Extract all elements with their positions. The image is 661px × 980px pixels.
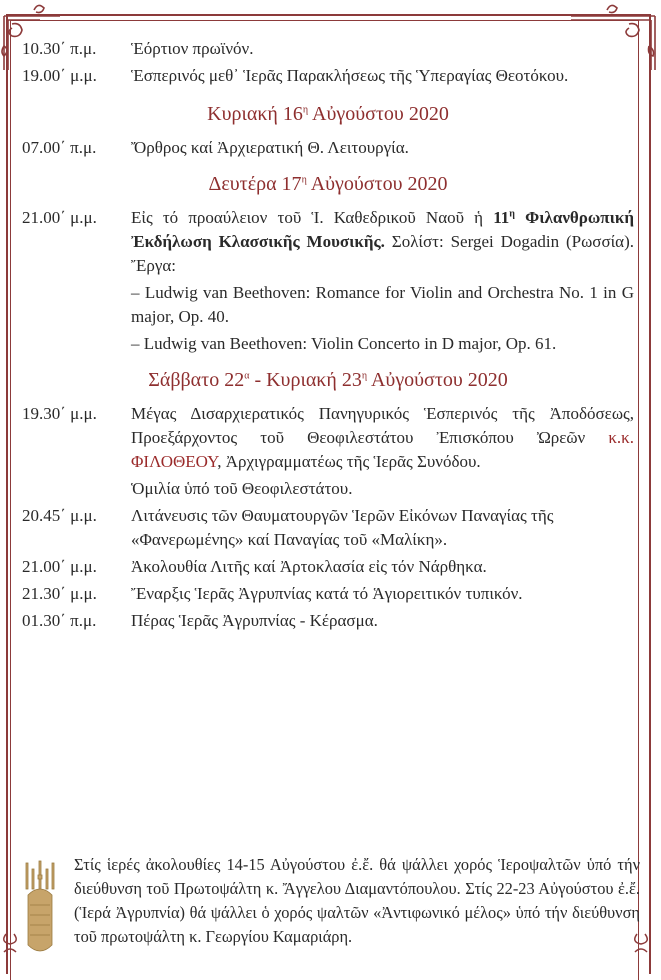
concert-soloist: Σολίστ: Sergei Dogadin (Ρωσσία). Ἔργα: bbox=[131, 232, 634, 275]
choir-note bbox=[22, 853, 640, 959]
day-heading-monday-17 bbox=[22, 171, 634, 197]
vespers-text-end: , Ἀρχιγραμματέως τῆς Ἱερᾶς Συνόδου. bbox=[217, 452, 481, 471]
item-text bbox=[131, 206, 634, 356]
work-item: – Ludwig van Beethoven: Romance for Violin and Orchestra No. 1 in G major, Op. 40. bbox=[131, 283, 634, 326]
heading-text: Δευτέρα 17 bbox=[208, 173, 302, 195]
heading-text: Κυριακή 16 bbox=[207, 103, 303, 125]
item-time: 01.30΄ π.μ. bbox=[22, 611, 97, 630]
choir-note-text: Στίς ἱερές ἀκολουθίες 14-15 Αὐγούστου ἐ.ἔ. θά ψάλλει χορός Ἱεροψαλτῶν ὑπό τήν διεύθυνση τοῦ Πρωτοψάλτη κ. Ἄγγελου Διαμαντόπουλου. Στίς 22-23 Αὐγούστου ἐ.ἔ. (Ἱερά Ἀγρυπνία) θά ψάλλει ὁ χορός ψαλτῶν «Ἀντιφωνικό μέλος» ὑπό τήν διεύθυνση τοῦ πρωτοψάλτη κ. Γεωργίου Καμαριάρη. bbox=[74, 855, 640, 946]
item-text: Ἑόρτιον πρωϊνόν. bbox=[131, 39, 254, 58]
heading-sup: η bbox=[361, 370, 368, 382]
schedule-item bbox=[22, 555, 634, 579]
heading-sup: α bbox=[244, 370, 250, 382]
item-time: 21.30΄ μ.μ. bbox=[22, 584, 97, 603]
schedule-item bbox=[22, 136, 634, 160]
heading-sup: η bbox=[301, 174, 307, 186]
heading-sup: η bbox=[302, 104, 309, 116]
schedule-item bbox=[22, 609, 634, 633]
oil-lamp-icon bbox=[22, 859, 58, 959]
work-item: – Ludwig van Beethoven: Violin Concerto in D major, Op. 61. bbox=[131, 334, 557, 353]
item-text: Ἀκολουθία Λιτῆς καί Ἀρτοκλασία εἰς τόν Νάρθηκα. bbox=[131, 557, 487, 576]
item-time: 21.00΄ μ.μ. bbox=[22, 208, 97, 227]
item-text: Ὄρθρος καί Ἀρχιερατική Θ. Λειτουργία. bbox=[131, 138, 409, 157]
item-text: Ἔναρξις Ἱερᾶς Ἀγρυπνίας κατά τό Ἁγιορειτικόν τυπικόν. bbox=[131, 584, 523, 603]
heading-text: Σάββατο 22 bbox=[148, 369, 245, 391]
day-heading-sunday-16 bbox=[22, 101, 634, 127]
concert-title-text: Φιλανθρωπική Ἐκδήλωση Κλασσικῆς Μουσικῆς. bbox=[131, 208, 634, 251]
item-time: 07.00΄ π.μ. bbox=[22, 138, 97, 157]
day-heading-saturday-sunday bbox=[22, 367, 634, 393]
heading-text: Αὐγούστου 2020 bbox=[367, 369, 508, 391]
item-time: 20.45΄ μ.μ. bbox=[22, 506, 97, 525]
schedule-item bbox=[22, 37, 634, 61]
heading-text: Αὐγούστου 2020 bbox=[308, 103, 449, 125]
schedule-item bbox=[22, 64, 634, 88]
heading-text: - Κυριακή 23 bbox=[249, 369, 362, 391]
schedule-item bbox=[22, 582, 634, 606]
item-time: 21.00΄ μ.μ. bbox=[22, 557, 97, 576]
concert-intro: Εἰς τό προαύλειον τοῦ Ἱ. Καθεδρικοῦ Ναοῦ ἡ bbox=[131, 208, 494, 227]
item-text: Πέρας Ἱερᾶς Ἀγρυπνίας - Κέρασμα. bbox=[131, 611, 378, 630]
schedule bbox=[22, 37, 634, 636]
sermon-note: Ὁμιλία ὑπό τοῦ Θεοφιλεστάτου. bbox=[131, 479, 353, 498]
item-text: Ἑσπερινός μεθ᾽ Ἱερᾶς Παρακλήσεως τῆς Ὑπεραγίας Θεοτόκου. bbox=[131, 66, 569, 85]
item-text bbox=[131, 402, 634, 501]
schedule-item bbox=[22, 504, 634, 552]
item-time: 19.00΄ μ.μ. bbox=[22, 66, 97, 85]
concert-number: 11 bbox=[493, 208, 510, 227]
concert-number-sup: η bbox=[509, 208, 515, 220]
item-time: 19.30΄ μ.μ. bbox=[22, 404, 97, 423]
schedule-item bbox=[22, 402, 634, 501]
schedule-item bbox=[22, 206, 634, 356]
item-time: 10.30΄ π.μ. bbox=[22, 39, 97, 58]
vespers-text: Μέγας Δισαρχιερατικός Πανηγυρικός Ἑσπερινός τῆς Ἀποδόσεως, Προεξάρχοντος τοῦ Θεοφιλεστάτου Ἐπισκόπου Ὠρεῶν bbox=[131, 404, 634, 447]
bishop-name: κ.κ. ΦΙΛΟΘΕΟΥ bbox=[131, 428, 634, 471]
heading-text: Αὐγούστου 2020 bbox=[306, 173, 448, 195]
item-text: Λιτάνευσις τῶν Θαυματουργῶν Ἱερῶν Εἰκόνων Παναγίας τῆς «Φανερωμένης» καί Παναγίας τοῦ «Μαλίκη». bbox=[131, 506, 554, 549]
